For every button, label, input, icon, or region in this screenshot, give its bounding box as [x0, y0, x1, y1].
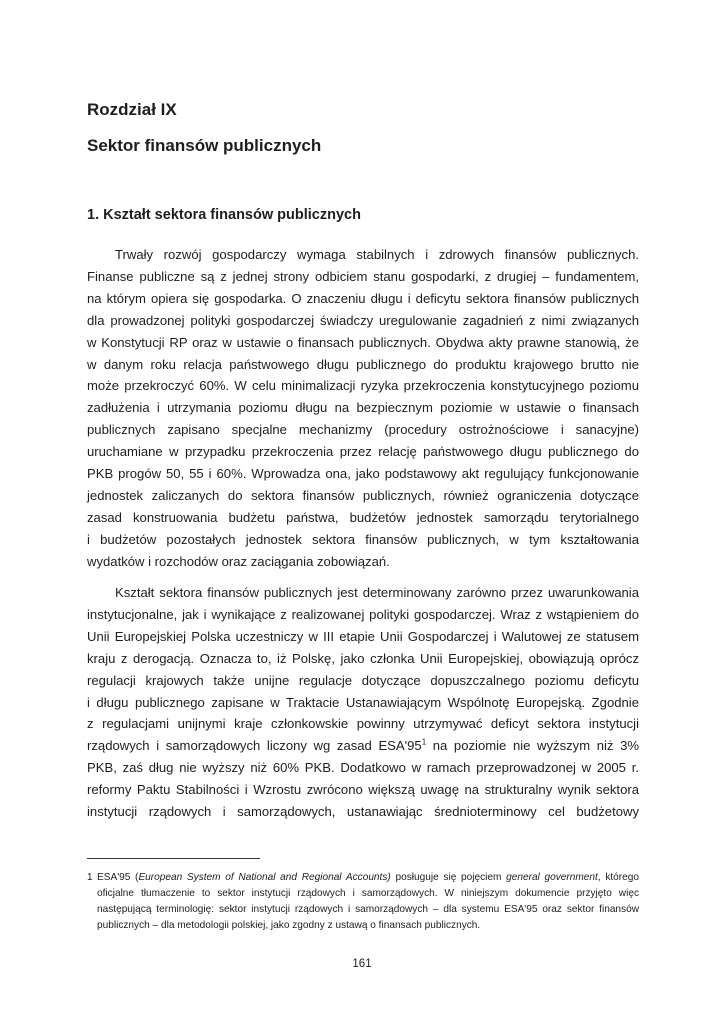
footnote — [87, 870, 639, 934]
paragraph-2-line: instytucjonalne, jak i wynikające z realizowanej polityki gospodarczej. Wraz z wstąpieniem do — [87, 606, 639, 622]
paragraph-2-line: Kształt sektora finansów publicznych jest determinowany zarówno przez uwarunkowania — [115, 585, 639, 600]
section-heading: 1. Kształt sektora finansów publicznych — [87, 207, 361, 223]
footnote-separator — [87, 858, 260, 859]
paragraph-2-line-with-footnote-ref — [87, 735, 639, 757]
footnote-italic-term: European System of National and Regional Accounts) — [138, 872, 391, 883]
paragraph-1-line: uruchamiane w przypadku przekroczenia przez relację państwowego długu publicznego do — [87, 444, 639, 460]
footnote-text — [87, 870, 639, 934]
paragraph-2-line: reformy Paktu Stabilności i Wzrostu zwrócono większą uwagę na strukturalny wynik sektora — [87, 782, 639, 798]
footnote-text-part: ESA'95 ( — [97, 872, 139, 883]
paragraph-1-line: może przekroczyć 60%. W celu minimalizacji ryzyka przekroczenia konstytucyjnego poziomu — [87, 378, 639, 394]
line-text-before-ref: rządowych i samorządowych liczony wg zasad ESA'95 — [87, 738, 422, 754]
paragraph-2-line: i długu publicznego zapisane w Traktacie Ustanawiającym Wspólnotę Europejską. Zgodnie — [87, 694, 639, 710]
paragraph-1-line: w danym roku relacja państwowego długu publicznego do produktu krajowego brutto nie — [87, 356, 639, 372]
paragraph-1-line: Trwały rozwój gospodarczy wymaga stabilnych i zdrowych finansów publicznych. — [115, 247, 639, 262]
page-number: 161 — [352, 958, 372, 970]
paragraph-1-line: i budżetów pozostałych jednostek sektora finansów publicznych, w tym kształtowania — [87, 531, 639, 547]
paragraph-1-line: PKB progów 50, 55 i 60%. Wprowadza ona, jako podstawowy akt regulujący funkcjonowanie — [87, 466, 639, 482]
paragraph-1-line: zadłużenia i utrzymania poziomu długu na bezpiecznym poziomie w ustawie o finansach — [87, 400, 639, 416]
footnote-reference[interactable]: 1 — [421, 737, 427, 747]
footnote-text-part: posługuje się pojęciem — [390, 872, 507, 883]
paragraph-2-line: kraju z derogacją. Oznacza to, iż Polskę, jako członka Unii Europejskiej, obowiązują oprócz — [87, 650, 639, 666]
paragraph-2-line: Unii Europejskiej Polska uczestniczy w III etapie Unii Gospodarczej i Walutowej ze statusem — [87, 628, 639, 644]
paragraph-1-line: publicznych zapisano specjalne mechanizmy (procedury ostrożnościowe i sanacyjne) — [87, 422, 639, 438]
paragraph-1-line: zasad konstruowania budżetu państwa, budżetów jednostek samorządu terytorialnego — [87, 509, 639, 525]
paragraph-1-line: dla prowadzonej polityki gospodarczej świadczy uregulowanie zagadnień z nimi związanych — [87, 312, 639, 328]
footnote-number: 1 — [87, 872, 93, 883]
paragraph-1-line: w Konstytucji RP oraz w ustawie o finansach publicznych. Obydwa akty prawne stanowią, że — [87, 334, 639, 350]
paragraph-2 — [87, 582, 639, 823]
paragraph-2-line: regulacji krajowych także unijne regulacje dotyczące dopuszczalnego poziomu deficytu — [87, 672, 639, 688]
paragraph-1-line: jednostek zaliczanych do sektora finansów publicznych, również ograniczenia dotyczące — [87, 487, 639, 503]
footnote-text-part: , którego oficjalne tłumaczenie to sektor instytucji rządowych i samorządowych. W niniejszym dokumencie przyjęto więc następującą terminologię: sektor instytucji rządowych i samorządowych – dla systemu ESA'95 oraz sektor finansów publicznych – dla metodologii polskiej, jako zgodny z ustawą o finansach publicznych. — [97, 872, 639, 931]
paragraph-2-line: instytucji rządowych i samorządowych, ustanawiając średnioterminowy cel budżetowy — [87, 804, 639, 820]
chapter-title: Sektor finansów publicznych — [87, 136, 322, 155]
line-text-after-ref: na poziomie nie wyższym niż 3% — [426, 738, 639, 754]
chapter-label: Rozdział IX — [87, 100, 177, 119]
paragraph-2-line: PKB, zaś dług nie wyższy niż 60% PKB. Dodatkowo w ramach przeprowadzonej w 2005 r. — [87, 760, 639, 776]
footnote-italic-term: general government — [506, 872, 598, 883]
paragraph-1-line: Finanse publiczne są z jednej strony odbiciem stanu gospodarki, z drugiej – fundamentem, — [87, 268, 639, 284]
paragraph-1 — [87, 244, 639, 573]
paragraph-2-line: z regulacjami unijnymi kraje członkowskie powinny utrzymywać deficyt sektora instytucji — [87, 716, 639, 732]
paragraph-1-line: na którym opiera się gospodarka. O znaczeniu długu i deficytu sektora finansów publicznych — [87, 290, 639, 306]
paragraph-1-line: wydatków i rozchodów oraz zaciągania zobowiązań. — [87, 553, 390, 569]
